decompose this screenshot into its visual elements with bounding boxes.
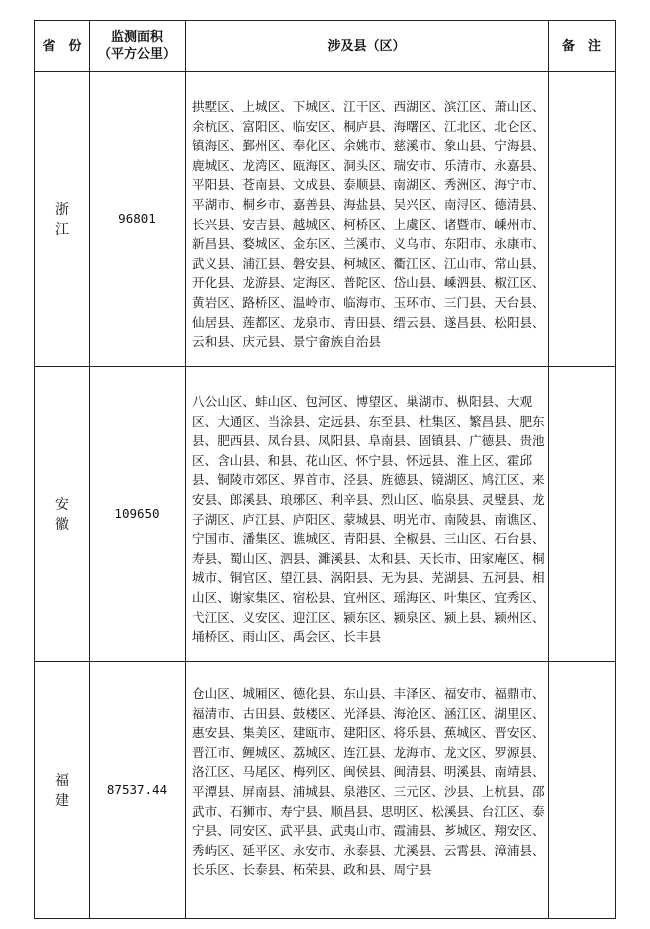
table-row-province [35, 661, 107, 918]
monitoring-table [34, 20, 616, 919]
table-row-remarks [548, 71, 615, 366]
header-remarks [548, 21, 615, 71]
table-divider [185, 21, 186, 918]
table-row-counties: 仓山区、城厢区、德化县、东山县、丰泽区、福安市、福鼎市、福清市、古田县、鼓楼区、光泽县、海沧区、涵江区、湖里区、惠安县、集美区、建瓯市、建阳区、将乐县、蕉城区、晋安区、晋江市、鲤城区、荔城区、连江县、龙海市、龙文区、罗源县、洛江区、马尾区、梅列区、闽侯县、闽清县、明溪县、南靖县、平潭县、屏南县、浦城县、泉港区、三元区、沙县、上杭县、邵武市、石狮市、寿宁县、顺昌县、思明区、松溪县、台江区、泰宁县、同安区、武平县、武夷山市、霞浦县、芗城区、翔安区、秀屿区、延平区、永安市、永泰县、尤溪县、云霄县、漳浦县、长乐区、长泰县、柘荣县、政和县、周宁县 [192, 686, 545, 878]
table-row-counties: 八公山区、蚌山区、包河区、博望区、巢湖市、枞阳县、大观区、大通区、当涂县、定远县、东至县、杜集区、繁昌县、肥东县、肥西县、凤台县、凤阳县、阜南县、固镇县、广德县、贵池区、含山县、和县、花山区、怀宁县、怀远县、淮上区、霍邱县、铜陵市郊区、界首市、泾县、旌德县、镜湖区、鸠江区、来安县、郎溪县、琅琊区、利辛县、烈山区、临泉县、灵璧县、龙子湖区、庐江县、庐阳区、蒙城县、明光市、南陵县、南谯区、宁国市、潘集区、谯城区、青阳县、全椒县、三山区、石台县、寿县、蜀山区、泗县、濉溪县、太和县、天长市、田家庵区、桐城市、铜官区、望江县、涡阳县、无为县、芜湖县、五河县、相山区、谢家集区、宿松县、宜州区、瑶海区、叶集区、宜秀区、弋江区、义安区、迎江区、颍东区、颍泉区、颍上县、颍州区、埇桥区、雨山区、禹会区、长丰县 [192, 394, 545, 645]
province-name: 浙 江 [55, 201, 107, 238]
table-row-province [35, 71, 107, 366]
table-row-remarks [548, 366, 615, 661]
area-value: 109650 [114, 506, 160, 521]
header-counties-label: 涉及县（区） [327, 38, 406, 54]
header-counties [185, 21, 548, 71]
area-value: 87537.44 [106, 782, 168, 797]
province-name: 福 建 [55, 772, 107, 809]
header-remarks-label: 备 注 [561, 38, 601, 54]
header-province [35, 21, 89, 71]
area-value: 96801 [118, 211, 156, 226]
table-row-counties: 拱墅区、上城区、下城区、江干区、西湖区、滨江区、萧山区、余杭区、富阳区、临安区、桐庐县、海曙区、江北区、北仑区、镇海区、鄞州区、奉化区、余姚市、慈溪市、象山县、宁海县、鹿城区、龙湾区、瓯海区、洞头区、瑞安市、乐清市、永嘉县、平阳县、苍南县、文成县、泰顺县、南湖区、秀洲区、海宁市、平湖市、桐乡市、嘉善县、海盐县、吴兴区、南浔区、德清县、长兴县、安吉县、越城区、柯桥区、上虞区、诸暨市、嵊州市、新昌县、婺城区、金东区、兰溪市、义乌市、东阳市、永康市、武义县、浦江县、磐安县、柯城区、衢江区、江山市、常山县、开化县、龙游县、定海区、普陀区、岱山县、嵊泗县、椒江区、黄岩区、路桥区、温岭市、临海市、玉环市、三门县、天台县、仙居县、莲都区、龙泉市、青田县、缙云县、遂昌县、松阳县、云和县、庆元县、景宁畲族自治县 [192, 99, 545, 350]
header-area [89, 21, 185, 71]
table-row-province [35, 366, 107, 661]
table-row-area [89, 661, 185, 918]
province-name: 安 徽 [55, 496, 107, 533]
table-row-area [89, 366, 185, 661]
header-area-unit: （平方公里） [97, 47, 176, 62]
header-area-label: 监测面积 [110, 30, 163, 45]
header-province-label: 省 份 [42, 38, 82, 54]
table-row-remarks [548, 661, 615, 918]
table-row-area [89, 71, 185, 366]
